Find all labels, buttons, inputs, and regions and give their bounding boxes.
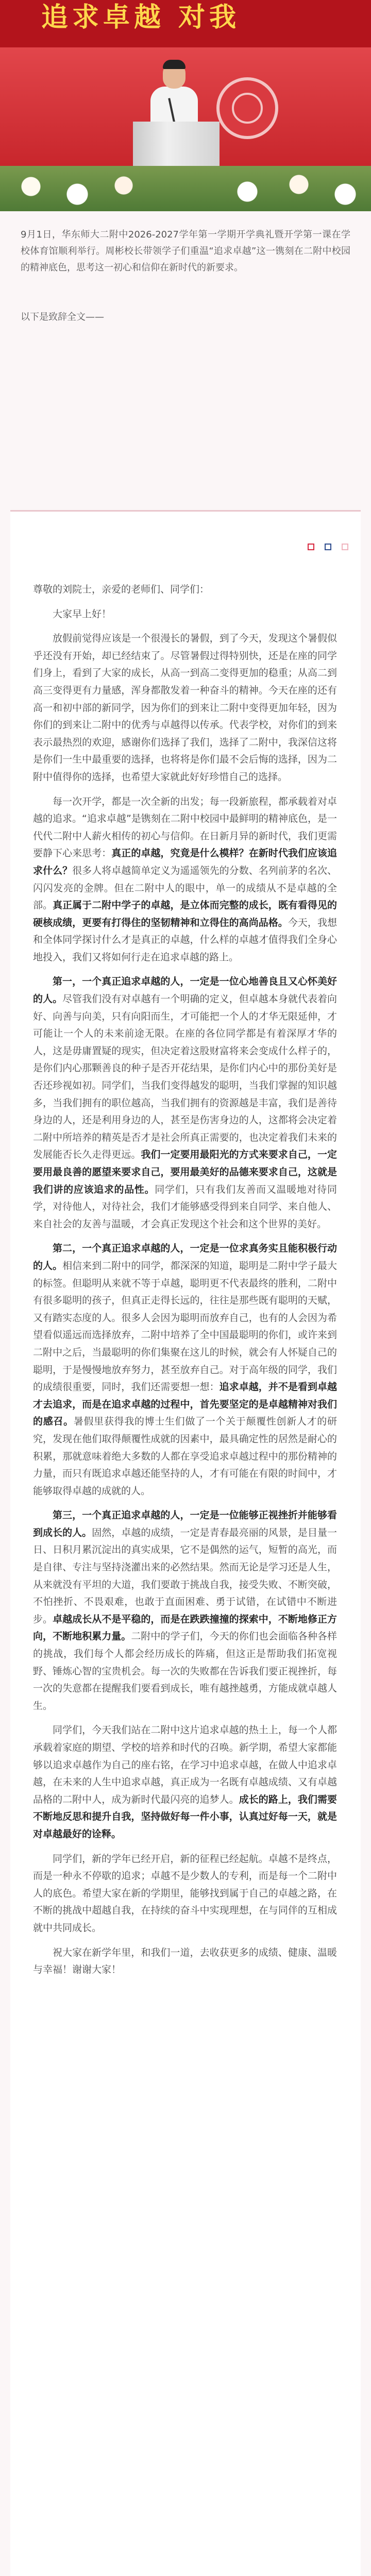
section-1-end: 同学们，只有我们友善而又温暖地对待同学，对待他人，对待社会，我们才能够感受得到来自同学、来自他人、来自社会的友善与温暖，才会真正发现这个社会和这个世界的美好。 [33, 1183, 337, 1230]
p2-bold-2: 真正属于二附中学子的卓越，是立体而完整的成长，既有看得见的硬核成绩，更要有打得住的坚韧精神和立得住的高尚品格。 [33, 900, 337, 928]
section-2-title: 第二，一个真正追求卓越的人，一定是一位求真务实且能积极行动的人。 [33, 1243, 337, 1272]
speech-paragraph-1: 放假前觉得应该是一个很漫长的暑假，到了今天，发现这个暑假似乎还没有开始，却已经结束了。尽管暑假过得特别快，还是在座的同学们身上，看到了大家的成长，从高一到高二变得更加的稳重；从高二到高三变得更有力量感，浑身都散发着一种奋斗的精神。今天在座的还有高一和初中部的新同学，因为你们的到来让二附中变得更加年轻，因为你们的到来让二附中的优秀与卓越得以传承。代表学校，对你们的到来表示最热烈的欢迎，感谢你们选择了我们，选择了二附中，我深信这将是你们一生中最重要的选择，也将将是你们最不会后悔的选择，因为二附中值得你的选择，也希望大家就此好好珍惜自己的选择。 [33, 633, 337, 783]
speech-body [33, 581, 337, 1986]
p2-end: 今天，我想和全体同学探讨什么才是真正的卓越，什么样的卓越才值得我们全身心地投入，我们又将如何行走在追求卓越的路上。 [33, 917, 337, 963]
speech-hello: 大家早上好！ [53, 608, 112, 620]
intro-tail: 以下是致辞全文—— [21, 312, 104, 323]
decorative-squares [308, 544, 348, 553]
speech-paragraph-2 [33, 793, 337, 967]
intro-paragraph: 9月1日，华东师大二附中2026-2027学年第一学期开学典礼暨开学第一课在学校体育馆顺利举行。周彬校长带领学子们重温“追求卓越”这一镌刻在二附中校园的精神底色，思考这一初心和信仰在新时代的新要求。 [21, 229, 350, 273]
section-3-bold: 卓越成长从不是平稳的，而是在跌跌撞撞的探索中，不断地修正方向，不断地积累力量。 [33, 1613, 337, 1642]
section-3-body: 固然，卓越的成绩，一定是青春最亮丽的风景，是目量一日、日积月累沉淀出的真实成果，它不是偶然的运气，短暂的高光，而是自律、专注与坚持浇灌出来的必然结果。然而无论是学习还是人生，从来就没有平坦的大道，我们要敢于挑战自我，接受失败、不断突破，不怕挫折、不畏艰难，也敢于直面困难、勇于试错，在试错中不断进步。 [33, 1527, 337, 1625]
section-4 [33, 1722, 337, 1843]
section-1-title: 第一，一个真正追求卓越的人，一定是一位心地善良且又心怀美好的人。 [33, 976, 337, 1005]
school-emblem-icon [216, 77, 278, 139]
section-1-bold: 我们一定要用最阳光的方式来要求自己，一定要用最良善的愿望来要求自己，要用最美好的品德来要求自己，这就是我们讲的应该追求的品性。 [33, 1149, 337, 1195]
section-4-body: 今天我们站在二附中这片追求卓越的热土上，每一个人都承载着家庭的期望、学校的培养和时代的召唤。新学期，希望大家都能够以追求卓越作为自己的座右铭，在学习中追求卓越，在做人中追求卓越，在未来的人生中追求卓越，真正成为一名既有卓越成绩、又有卓越品格的二附中人，成为新时代最闪亮的追梦人。 [33, 1724, 337, 1805]
section-1 [33, 973, 337, 1233]
p2-text: 每一次开学，都是一次全新的出发；每一段新旅程，都承载着对卓越的追求。“追求卓越”是镌刻在二附中校园中最鲜明的精神底色，是一代代二附中人薪火相传的初心与信仰。在日新月异的新时代，我们更需要静下心来思考： [33, 795, 337, 859]
banner-text: 追求卓越 对我 [41, 3, 241, 32]
p2-rest: 很多人将卓越简单定义为遥遥领先的分数、名列前茅的名次、闪闪发亮的金牌。但在二附中人的眼中，单一的成绩从不是卓越的全部。 [33, 865, 337, 911]
stage-banner [0, 0, 371, 47]
section-3 [33, 1507, 337, 1715]
speech-greeting: 尊敬的刘院士，亲爱的老师们、同学们： [33, 584, 210, 595]
ceremony-photo [0, 0, 371, 211]
section-3-end: 二附中的学子们，今天的你们也会面临各种各样的挑战，我们每个人都会经历成长的阵痛，但这正是帮助我们拓宽视野、锤炼心智的宝贵机会。每一次的失败都在告诉我们要正视挫折，每一次的失意都在提醒我们要看到成长，唯有越挫越勇，方能成就卓越人生。 [33, 1631, 337, 1711]
section-4-bold: 成长的路上，我们需要不断地反思和提升自我，坚持做好每一件小事，认真过好每一天，就是对卓越最好的诠释。 [33, 1793, 337, 1840]
speech-closing: 祝大家在新学年里，和我们一道，去收获更多的成绩、健康、温暖与幸福！谢谢大家！ [33, 1946, 337, 1976]
section-2-body: 相信来到二附中的同学，都深深的知道，聪明是二附中学子最大的标签。但聪明从来就不等于卓越，聪明更不代表最终的胜利，二附中有很多聪明的孩子，但真正走得长远的，往往是那些既有聪明的天赋，又有踏实态度的人。很多人会因为聪明而放弃自己，也有的人会因为希望看似遥远而选择放弃，二附中培养了全中国最聪明的你们，或许来到二附中之后，当最聪明的你们集聚在这儿的时候，就会有人怀疑自己的聪明，于是慢慢地放弃努力，甚至放弃自己。对于高年级的同学，我们的成绩很重要，同时，我们还需要想一想： [33, 1260, 337, 1393]
p2-bold: 真正的卓越，究竟是什么模样？在新时代我们应该追求什么？ [33, 848, 337, 876]
blue-square-icon [325, 544, 331, 550]
emblem-inner-ring [232, 93, 263, 124]
section-2-bold: 追求卓越，并不是看到卓越才去追求，而是在追求卓越的过程中，首先要坚定的是卓越精神对我们的感召。 [33, 1381, 337, 1428]
section-2 [33, 1240, 337, 1500]
section-2-end: 暑假里获得我的博士生们做了一个关于颠覆性创新人才的研究，发现在他们取得颠覆性成就的因素中，最具确定性的居然是耐心的积累，那就意味着绝大多数的人都在享受追求卓越过程中的那份精神的力量，而只有既追求卓越还能坚持的人，才有可能在有限的时间中，才能够取得卓越的成就的人。 [33, 1416, 337, 1497]
section-1-body: 尽管我们没有对卓越有一个明确的定义，但卓越本身就代表着向好、向善与向美，只有向阳而生，才可能把一个人的才华无限延伸，才可能让一个人的未来前途无限。在座的各位同学都是有着深厚才华的人，这是毋庸置疑的现实，但决定着这股财富将来会变成什么样子的，是你们内心那颗善良的种子是否开花结果，是你们内心中的那份美好是否还珍视如初。同学们，当我们变得越发的聪明，当我们掌握的知识越多，当我们拥有的职位越高，当我们拥有的资源越是丰富，我们是善待身边的人，还是利用身边的人，甚至是伤害身边的人，这都将会决定着二附中所培养的精英是否才是社会所真正需要的，也决定着我们未来的发展能否长久走得更远。 [33, 993, 337, 1161]
section-4-title: 同学们， [53, 1724, 92, 1736]
red-square-icon [308, 544, 314, 550]
speaker-hair [163, 60, 185, 69]
flower-decoration [0, 166, 371, 211]
section-5: 同学们，新的学年已经开启，新的征程已经起航。卓越不是终点，而是一种永不停歇的追求；卓越不是少数人的专利，而是每一个二附中人的底色。希望大家在新的学期里，能够找到属于自己的卓越之路，在不断的挑战中超越自我，在持续的奋斗中实现理想，在与同伴的互相成就中共同成长。 [33, 1853, 337, 1934]
section-3-title: 第三，一个真正追求卓越的人，一定是一位能够正视挫折并能够看到成长的人。 [33, 1510, 337, 1538]
pink-square-icon [342, 544, 348, 550]
